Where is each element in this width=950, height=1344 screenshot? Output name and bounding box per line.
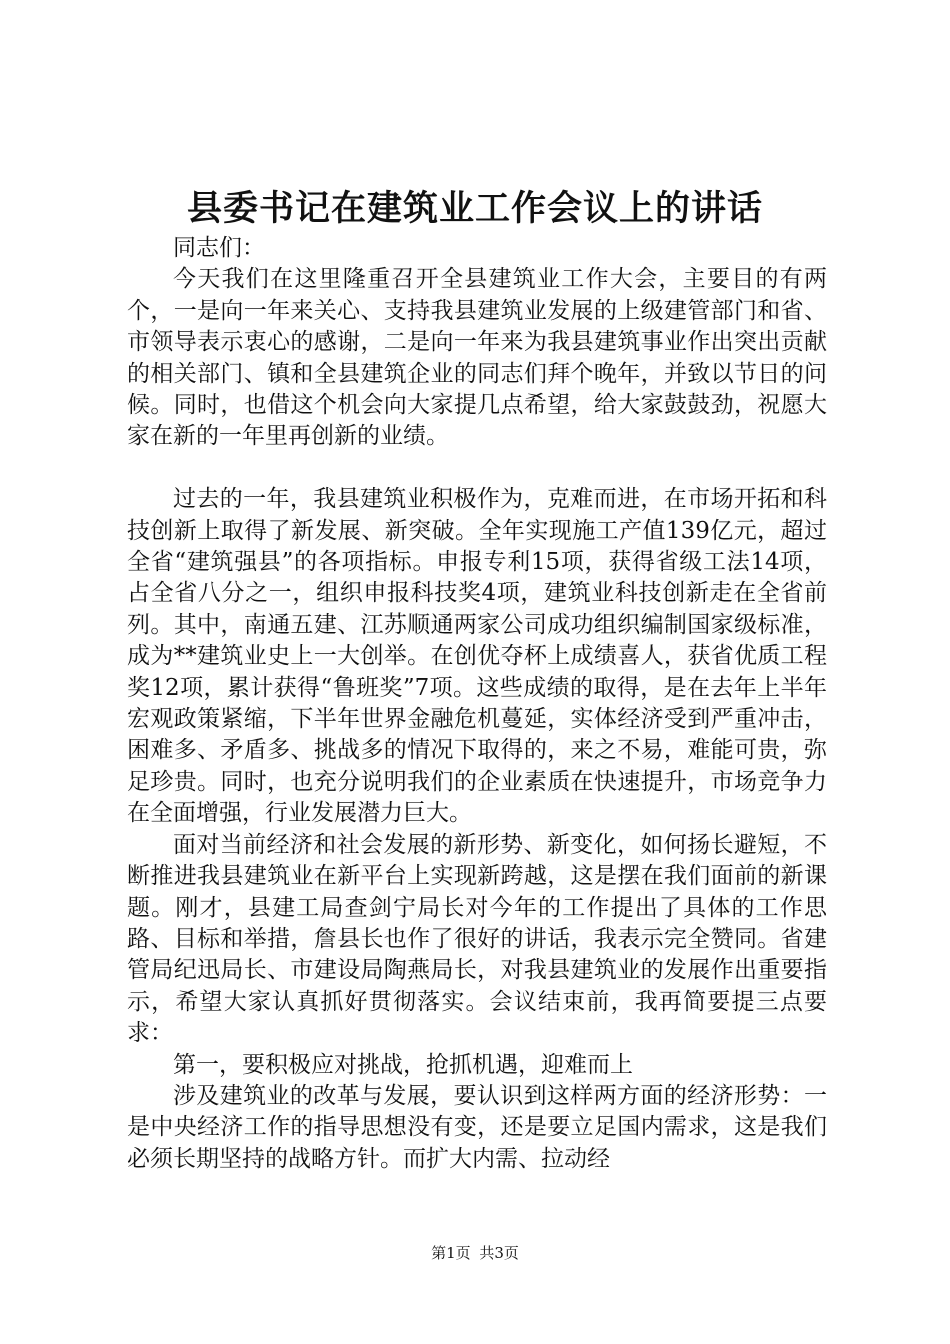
paragraph-opening: 今天我们在这里隆重召开全县建筑业工作大会，主要目的有两个，一是向一年来关心、支持我县建筑业发展的上级建管部门和省、市领导表示衷心的感谢，二是向一年来为我县建筑事业作出突出贡献的相关部门、镇和全县建筑企业的同志们拜个晚年，并致以节日的问候。同时，也借这个机会向大家提几点希望，给大家鼓鼓劲，祝愿大家在新的一年里再创新的业绩。 <box>127 266 827 450</box>
page-footer <box>0 1243 950 1263</box>
section-heading-first: 第一，要积极应对挑战，抢抓机遇，迎难而上 <box>173 1051 633 1078</box>
document-title: 县委书记在建筑业工作会议上的讲话 <box>186 188 763 229</box>
paragraph-new-situation: 面对当前经济和社会发展的新形势、新变化，如何扬长避短，不断推进我县建筑业在新平台上实现新跨越，这是摆在我们面前的新课题。刚才，县建工局查剑宁局长对今年的工作提出了具体的工作思路、目标和举措，詹县长也作了很好的讲话，我表示完全赞同。省建管局纪迅局长、市建设局陶燕局长，对我县建筑业的发展作出重要指示，希望大家认真抓好贯彻落实。会议结束前，我再简要提三点要求： <box>127 831 827 1047</box>
page-total: 共3页 <box>479 1244 519 1262</box>
page-number: 第1页 <box>431 1244 471 1262</box>
document-body <box>127 233 827 1175</box>
paragraph-gap <box>127 453 827 484</box>
paragraph-economic-situation: 涉及建筑业的改革与发展，要认识到这样两方面的经济形势：一是中央经济工作的指导思想没有变，还是要立足国内需求，这是我们必须长期坚持的战略方针。而扩大内需、拉动经 <box>127 1082 827 1172</box>
salutation: 同志们： <box>173 235 265 261</box>
paragraph-achievements: 过去的一年，我县建筑业积极作为，克难而进，在市场开拓和科技创新上取得了新发展、新突破。全年实现施工产值139亿元，超过全省“建筑强县”的各项指标。申报专利15项，获得省级工法14项，占全省八分之一，组织申报科技奖4项，建筑业科技创新走在全省前列。其中，南通五建、江苏顺通两家公司成功组织编制国家级标准，成为**建筑业史上一大创举。在创优夺杯上成绩喜人，获省优质工程奖12项，累计获得“鲁班奖”7项。这些成绩的取得，是在去年上半年宏观政策紧缩，下半年世界金融危机蔓延，实体经济受到严重冲击，困难多、矛盾多、挑战多的情况下取得的，来之不易，难能可贵，弥足珍贵。同时，也充分说明我们的企业素质在快速提升，市场竞争力在全面增强，行业发展潜力巨大。 <box>127 486 827 827</box>
